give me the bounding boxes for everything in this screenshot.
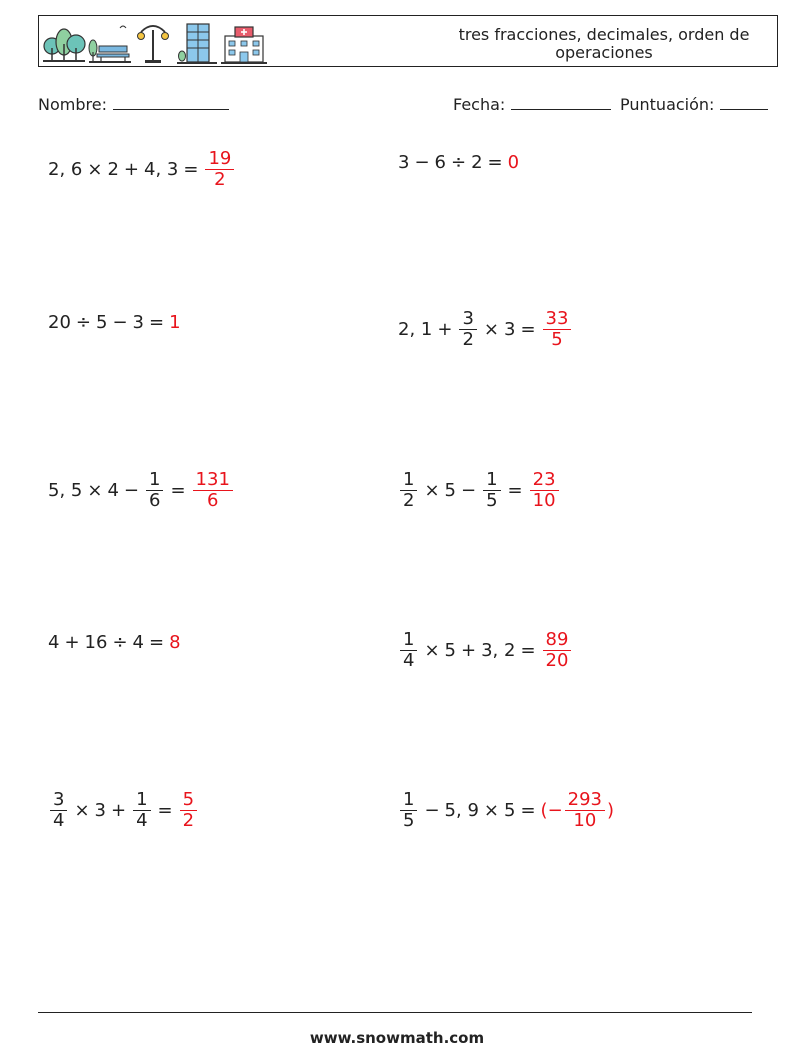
operator: = [149, 311, 165, 333]
denominator: 4 [136, 809, 148, 831]
answer-fraction [530, 470, 559, 511]
number: 5 [444, 639, 456, 661]
name-blank[interactable] [113, 108, 229, 110]
operator: + [64, 631, 80, 653]
number: 20 [48, 311, 71, 333]
operator: − [123, 479, 139, 501]
numerator: 1 [149, 468, 161, 490]
problem-5 [48, 462, 235, 518]
numerator: 1 [403, 788, 415, 810]
numerator: 1 [136, 788, 148, 810]
operator: − [461, 479, 477, 501]
number: 4, 3 [144, 158, 179, 180]
number: 6 [434, 151, 446, 173]
number: 5 [504, 799, 516, 821]
score-label: Puntuación: [620, 95, 715, 114]
problem-2 [398, 134, 519, 190]
operator: + [111, 799, 127, 821]
operator: × [74, 799, 90, 821]
number: 2 [107, 158, 119, 180]
number: 2 [471, 151, 483, 173]
name-label: Nombre: [38, 95, 107, 114]
denominator: 2 [214, 168, 226, 190]
number: 5 [444, 479, 456, 501]
answer-fraction [205, 149, 234, 190]
problem-4 [398, 301, 573, 357]
numerator: 23 [532, 468, 556, 490]
street-lamp-icon [138, 26, 169, 63]
answer-fraction [180, 790, 197, 831]
numerator: 33 [545, 307, 569, 329]
number: 3 [504, 318, 516, 340]
operator: = [507, 479, 523, 501]
problem-6 [398, 462, 561, 518]
worksheet-header [38, 15, 778, 67]
denominator: 5 [486, 489, 498, 511]
operator: = [520, 799, 536, 821]
operator: × [483, 318, 499, 340]
operator: − [424, 799, 440, 821]
numerator: 89 [545, 628, 569, 650]
denominator: 20 [545, 649, 569, 671]
operator: × [87, 479, 103, 501]
denominator: 6 [207, 489, 219, 511]
problem-1 [48, 141, 236, 197]
score-field [620, 95, 768, 114]
date-blank[interactable] [511, 108, 611, 110]
number: 3 [398, 151, 410, 173]
bench-icon [89, 26, 131, 63]
date-field [453, 95, 611, 114]
denominator: 2 [403, 489, 415, 511]
fraction [50, 790, 67, 831]
operator: × [424, 479, 440, 501]
hospital-icon [221, 27, 267, 64]
problem-3 [48, 294, 181, 350]
fraction [400, 630, 417, 671]
answer-fraction [543, 630, 572, 671]
footer-site: www.snowmath.com [309, 1029, 485, 1047]
denominator: 2 [462, 328, 474, 350]
fraction [400, 470, 417, 511]
number: 4 [107, 479, 119, 501]
number: 2, 6 [48, 158, 83, 180]
operator: = [520, 639, 536, 661]
score-blank[interactable] [720, 108, 768, 110]
name-field [38, 95, 229, 114]
problem-8 [398, 622, 573, 678]
denominator: 4 [403, 649, 415, 671]
numerator: 3 [53, 788, 65, 810]
header-icons [41, 18, 269, 66]
number: 2, 1 [398, 318, 433, 340]
numerator: 293 [567, 788, 603, 810]
number: 5, 5 [48, 479, 83, 501]
numerator: 3 [462, 307, 474, 329]
operator: × [424, 639, 440, 661]
answer-value: 1 [169, 311, 181, 333]
operator: = [487, 151, 503, 173]
date-label: Fecha: [453, 95, 506, 114]
operator: ÷ [75, 311, 91, 333]
problem-10 [398, 782, 614, 838]
problem-9 [48, 782, 199, 838]
numerator: 131 [195, 468, 230, 490]
trees-icon [43, 29, 85, 62]
fraction [483, 470, 500, 511]
operator: ÷ [112, 631, 128, 653]
operator: + [461, 639, 477, 661]
problem-7 [48, 614, 181, 670]
operator: − [414, 151, 430, 173]
denominator: 4 [53, 809, 65, 831]
number: 16 [84, 631, 108, 653]
denominator: 6 [149, 489, 161, 511]
fraction [459, 309, 476, 350]
denominator: 2 [182, 809, 195, 831]
denominator: 5 [403, 809, 415, 831]
number: 4 [48, 631, 60, 653]
numerator: 1 [486, 468, 498, 490]
number: 3, 2 [481, 639, 516, 661]
denominator: 10 [532, 489, 556, 511]
operator: = [149, 631, 165, 653]
footer-divider [38, 1012, 752, 1013]
answer-fraction [193, 470, 233, 511]
numerator: 1 [403, 468, 415, 490]
operator: − [112, 311, 128, 333]
fraction [400, 790, 417, 831]
numerator: 1 [403, 628, 415, 650]
worksheet-title: tres fracciones, decimales, orden de operaciones [458, 25, 750, 62]
operator: = [183, 158, 199, 180]
answer-value: ) [607, 799, 615, 821]
operator: ÷ [451, 151, 467, 173]
answer-value: 8 [169, 631, 181, 653]
fraction [133, 790, 150, 831]
operator: = [157, 799, 173, 821]
operator: = [170, 479, 186, 501]
fraction [146, 470, 163, 511]
operator: = [520, 318, 536, 340]
numerator: 5 [182, 788, 195, 810]
numerator: 19 [208, 147, 232, 169]
number: 5 [96, 311, 108, 333]
number: 3 [132, 311, 144, 333]
number: 5, 9 [444, 799, 479, 821]
denominator: 5 [551, 328, 563, 350]
operator: + [437, 318, 453, 340]
number: 4 [132, 631, 144, 653]
denominator: 10 [573, 809, 597, 831]
number: 3 [94, 799, 106, 821]
operator: + [123, 158, 139, 180]
answer-value: 0 [507, 151, 520, 173]
operator: × [483, 799, 499, 821]
answer-fraction [565, 790, 605, 831]
office-building-icon [177, 24, 217, 64]
answer-fraction [543, 309, 572, 350]
operator: × [87, 158, 103, 180]
answer-value: (− [540, 799, 563, 821]
